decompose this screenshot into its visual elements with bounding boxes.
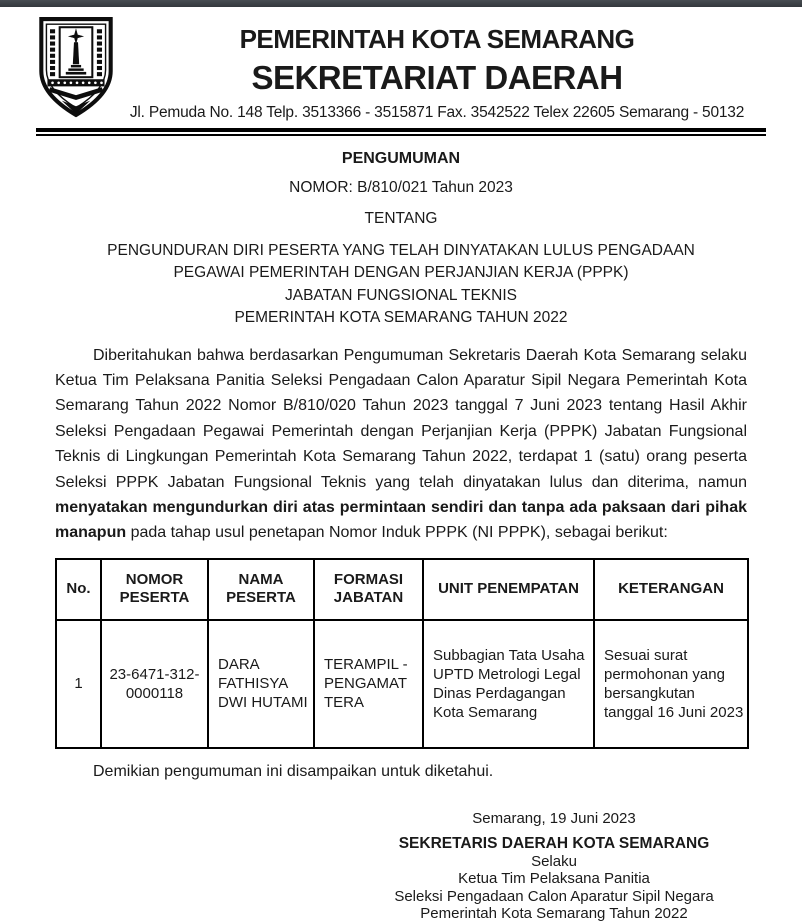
divider-thick-line: [36, 128, 766, 132]
title-block: [0, 150, 802, 330]
col-header-unit-penempatan: UNIT PENEMPATAN: [423, 559, 594, 620]
participants-table: [55, 558, 749, 749]
body-paragraph: [55, 343, 747, 546]
document-heading: PENGUMUMAN: [341, 150, 461, 167]
table-row: [56, 620, 748, 748]
cell-no: 1: [56, 620, 101, 748]
signature-role-3: Pemerintah Kota Semarang Tahun 2022: [420, 905, 688, 923]
document-about: TENTANG: [364, 210, 438, 227]
signature-role-1: Ketua Tim Pelaksana Panitia: [458, 870, 650, 888]
cell-nomor-peserta: 23-6471-312-0000118: [101, 620, 208, 748]
department-name: SEKRETARIAT DAERAH: [251, 59, 623, 96]
document-number: NOMOR: B/810/021 Tahun 2023: [289, 179, 513, 196]
signature-block: [368, 810, 740, 923]
document-subject: [0, 240, 802, 330]
subject-line-1: PENGUNDURAN DIRI PESERTA YANG TELAH DINYATAKAN LULUS PENGADAAN: [107, 242, 695, 259]
letterhead-divider: [36, 128, 766, 136]
cell-nama-peserta: DARA FATHISYA DWI HUTAMI: [208, 620, 314, 748]
subject-line-3: JABATAN FUNGSIONAL TEKNIS: [285, 286, 517, 304]
divider-thin-line: [36, 134, 766, 136]
col-header-formasi-jabatan: FORMASI JABATAN: [314, 559, 423, 620]
signature-role-2: Seleksi Pengadaan Calon Aparatur Sipil Negara: [394, 887, 714, 905]
paragraph-text-end: pada tahap usul penetapan Nomor Induk PPPK (NI PPPK), sebagai berikut:: [126, 524, 668, 542]
cell-formasi-jabatan: TERAMPIL - PENGAMAT TERA: [314, 620, 423, 748]
col-header-nomor-peserta: NOMOR PESERTA: [101, 559, 208, 620]
cell-unit-penempatan: Subbagian Tata Usaha UPTD Metrologi Legal Dinas Perdagangan Kota Semarang: [423, 620, 594, 748]
subject-line-2: PEGAWAI PEMERINTAH DENGAN PERJANJIAN KERJA (PPPK): [173, 264, 629, 282]
signature-as: Selaku: [531, 852, 577, 870]
closing-line: Demikian pengumuman ini disampaikan untuk diketahui.: [93, 762, 494, 780]
place-date: Semarang, 19 Juni 2023: [472, 809, 636, 827]
agency-name: PEMERINTAH KOTA SEMARANG: [239, 24, 635, 54]
letterhead-text: [72, 7, 802, 121]
col-header-keterangan: KETERANGAN: [594, 559, 748, 620]
official-title: SEKRETARIS DAERAH KOTA SEMARANG: [398, 835, 710, 853]
subject-line-4: PEMERINTAH KOTA SEMARANG TAHUN 2022: [234, 309, 568, 327]
paragraph-text-bold: menyatakan mengundurkan diri atas permintaan sendiri dan tanpa ada paksaan dari pihak manapun: [55, 499, 747, 542]
window-top-bar: [0, 0, 802, 7]
paragraph-text-start: Diberitahukan bahwa berdasarkan Pengumuman Sekretaris Daerah Kota Semarang selaku Ketua Tim Pelaksana Panitia Seleksi Pengadaan Calon Aparatur Sipil Negara Pemerintah Kota Semarang Tahun 2022 Nomor B/810/020 Tahun 2023 tanggal 7 Juni 2023 tentang Hasil Akhir Seleksi Pengadaan Pegawai Pemerintah dengan Perjanjian Kerja (PPPK) Jabatan Fungsional Teknis di Lingkungan Pemerintah Kota Semarang Tahun 2022, terdapat 1 (satu) orang peserta Seleksi PPPK Jabatan Fungsional Teknis yang telah dinyatakan lulus dan diterima, namun: [55, 346, 747, 491]
semarang-city-emblem-logo: [37, 16, 115, 118]
address-line: Jl. Pemuda No. 148 Telp. 3513366 - 3515871 Fax. 3542522 Telex 22605 Semarang - 50132: [129, 104, 745, 121]
table-header-row: [56, 559, 748, 620]
col-header-no: No.: [56, 559, 101, 620]
col-header-nama-peserta: NAMA PESERTA: [208, 559, 314, 620]
letterhead: [0, 7, 802, 119]
cell-keterangan: Sesuai surat permohonan yang bersangkutan tanggal 16 Juni 2023: [594, 620, 748, 748]
